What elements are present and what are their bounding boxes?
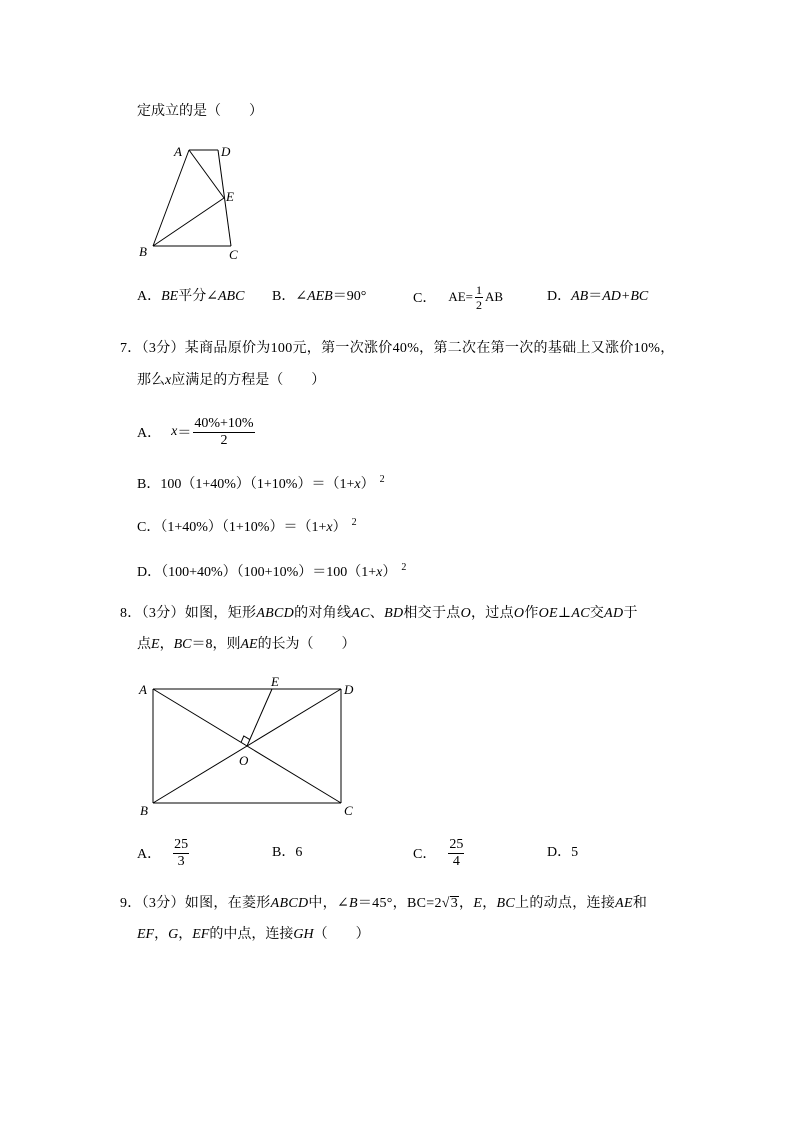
fraction-denominator: 4: [452, 853, 460, 869]
option-7a: [137, 412, 257, 452]
vertex-label-b: B: [140, 803, 148, 818]
math-variable: ABC: [217, 289, 245, 304]
vertex-label-c: C: [229, 247, 238, 262]
fraction-denominator: 2: [476, 297, 483, 312]
text-run: 相交于点: [403, 606, 461, 621]
expression-prefix: AE=: [448, 289, 474, 304]
math-variable: EF: [192, 927, 210, 942]
question-8-stem-line-2: [137, 637, 356, 653]
math-variable: BC: [173, 637, 192, 652]
math-variable: x: [165, 373, 172, 388]
figure-trapezoid-abcd: [130, 138, 250, 264]
fraction-numerator: 25: [174, 836, 189, 852]
text-run: ，: [159, 637, 174, 652]
segment-oe: [247, 689, 272, 746]
radical-sign: √: [441, 896, 450, 911]
option-6d: [547, 289, 648, 305]
math-variable: E: [151, 637, 160, 652]
text-run: ）: [360, 477, 375, 492]
math-variable: BC: [496, 896, 516, 911]
text-run: ＝: [588, 289, 603, 304]
text-run: ）: [332, 520, 347, 535]
option-6b: [272, 289, 366, 305]
point-label-e: E: [271, 674, 279, 689]
text-run: 的长为（ ）: [257, 637, 356, 652]
text-run: 平分∠: [178, 289, 218, 304]
option-6c: [413, 277, 503, 317]
text-run: 作: [524, 606, 539, 621]
math-variable: AD+BC: [602, 289, 649, 304]
math-variable: OE: [538, 606, 558, 621]
option-label: C．: [413, 291, 437, 306]
figure-rectangle-abcd: [135, 672, 360, 822]
text-run: C．（1+40%）（1+10%）＝（1+: [137, 520, 327, 535]
math-variable: AD: [604, 606, 624, 621]
text-run: ⊥: [557, 606, 572, 621]
math-variable: ABCD: [256, 606, 295, 621]
option-8d: D．5: [547, 845, 579, 860]
vertex-label-e: E: [226, 189, 234, 204]
vertex-label-d: D: [344, 682, 354, 697]
question-9-stem-line-2: [137, 927, 370, 943]
text-run: ＝8，则: [191, 637, 241, 652]
text-run: ，: [459, 896, 474, 911]
text-run: ，: [482, 896, 497, 911]
option-label: A．: [137, 847, 162, 862]
math-variable: O: [513, 606, 525, 621]
option-7b: [137, 472, 385, 492]
text-run: ）: [382, 565, 397, 580]
text-run: 于: [623, 606, 638, 621]
math-variable: x: [326, 520, 333, 535]
option-6a: [137, 289, 244, 305]
text-run: ＝45°，BC=2: [357, 896, 442, 911]
text-run: A．: [137, 289, 162, 304]
text-run: 中，∠: [308, 896, 350, 911]
math-variable: x: [354, 477, 361, 492]
math-variable: x: [171, 424, 178, 439]
expression-suffix: AB: [485, 289, 504, 304]
text-run: 交: [589, 606, 605, 621]
math-variable: AE: [615, 896, 633, 911]
option-8c: [413, 833, 466, 873]
text-run: D．: [547, 289, 572, 304]
point-label-o: O: [239, 753, 249, 768]
option-label: A．: [137, 426, 162, 441]
text-run: D．（100+40%）（100+10%）＝100（1+: [137, 565, 377, 580]
text-run: 应满足的方程是（ ）: [171, 373, 326, 388]
math-variable: AC: [571, 606, 590, 621]
math-variable: AEB: [307, 289, 333, 304]
segment-be: [153, 198, 224, 246]
math-variable: AB: [571, 289, 589, 304]
math-variable: x: [376, 565, 383, 580]
exponent: 2: [401, 562, 407, 573]
math-variable: G: [168, 927, 179, 942]
text-run: 、: [369, 606, 385, 621]
text-run: ，过点: [470, 606, 514, 621]
fraction-numerator: 1: [476, 282, 483, 297]
fraction: [173, 837, 189, 870]
math-variable: GH: [293, 927, 314, 942]
equals-sign: ＝: [177, 426, 192, 441]
text-run: B．100（1+40%）（1+10%）＝（1+: [137, 477, 355, 492]
question-9-stem-line-1: [120, 896, 647, 912]
math-variable: E: [473, 896, 483, 911]
vertex-label-d: D: [221, 144, 231, 159]
text-run: 和: [632, 896, 648, 911]
fraction-denominator: 2: [220, 432, 228, 448]
vertex-label-a: A: [139, 682, 147, 697]
square-root: [442, 896, 459, 912]
text-run: ，: [178, 927, 193, 942]
text-run: 7．（3分）某商品原价为100元，第一次涨价40%，第二次在第一次的基础上又涨价10%，: [120, 341, 675, 356]
vertex-label-a: A: [174, 144, 182, 159]
question-7-stem-line-2: [137, 373, 325, 389]
math-variable: ABCD: [270, 896, 309, 911]
vertex-label-b: B: [139, 244, 147, 259]
math-variable: AC: [351, 606, 370, 621]
math-variable: BD: [384, 606, 404, 621]
math-variable: EF: [137, 927, 155, 942]
exponent: 2: [379, 474, 385, 485]
question-8-stem-line-1: [120, 606, 638, 622]
edge-ab: [153, 150, 189, 246]
text-run: 那么: [137, 373, 165, 388]
fraction-numerator: 25: [449, 836, 464, 852]
option-8b: B．6: [272, 845, 303, 860]
text-run: 的中点，连接: [209, 927, 294, 942]
text-run: ＝90°: [332, 289, 367, 304]
text-run: （ ）: [313, 927, 370, 942]
vertex-label-c: C: [344, 803, 353, 818]
text-run: 8．（3分）如图，矩形: [120, 606, 257, 621]
text-run: 的对角线: [294, 606, 352, 621]
exponent: 2: [351, 517, 357, 528]
fraction: [193, 416, 254, 449]
math-variable: AE: [240, 637, 258, 652]
option-7c: [137, 515, 357, 535]
radicand: 3: [450, 896, 459, 911]
text-run: 上的动点，连接: [515, 896, 616, 911]
text-run: 9．（3分）如图，在菱形: [120, 896, 271, 911]
math-variable: O: [460, 606, 471, 621]
text-run: ，: [154, 927, 169, 942]
math-variable: B: [349, 896, 358, 911]
option-7d: [137, 560, 407, 580]
fraction: [448, 837, 464, 870]
question-6-stem-tail: 定成立的是（ ）: [137, 104, 263, 119]
option-8a: [137, 833, 191, 873]
fraction-denominator: 3: [177, 853, 185, 869]
text-run: B．∠: [272, 289, 308, 304]
fraction-numerator: 40%+10%: [194, 415, 254, 431]
question-7-stem-line-1: [120, 341, 675, 357]
math-variable: BE: [161, 289, 179, 304]
fraction: [475, 283, 483, 312]
text-run: 点: [137, 637, 151, 652]
option-label: C．: [413, 847, 437, 862]
